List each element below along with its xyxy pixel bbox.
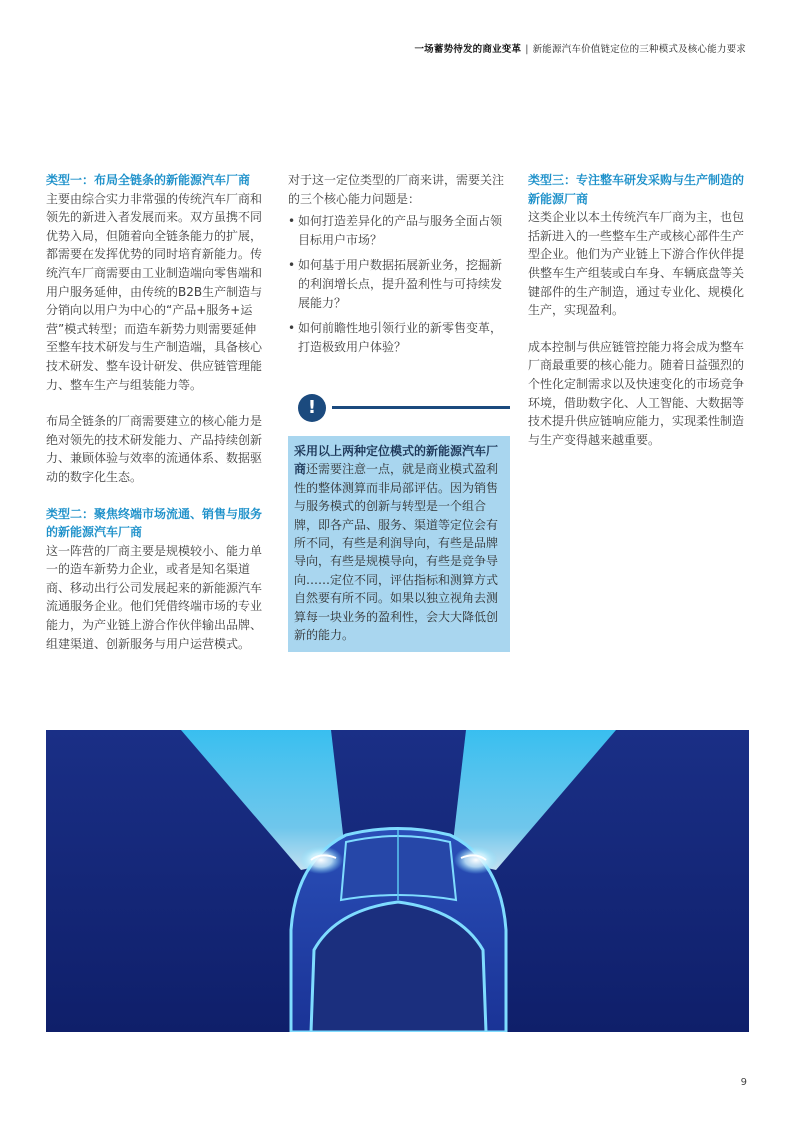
column-3 bbox=[528, 171, 750, 449]
core-questions-list bbox=[288, 212, 510, 356]
left-headlight bbox=[299, 846, 343, 874]
attention-box bbox=[288, 394, 510, 652]
type-one-paragraph-2: 布局全链条的厂商需要建立的核心能力是绝对领先的技术研发能力、产品持续创新力、兼顾体验与效率的流通体系、数据驱动的数字化生态。 bbox=[46, 414, 263, 484]
exclamation-icon: ! bbox=[298, 394, 326, 422]
car-illustration-svg bbox=[46, 730, 749, 1032]
page-header bbox=[414, 41, 746, 55]
alert-divider bbox=[332, 406, 510, 409]
column-2 bbox=[288, 171, 510, 363]
list-item: • 如何前瞻性地引领行业的新零售变革，打造极致用户体验？ bbox=[288, 319, 510, 356]
type-one-paragraph-1: 主要由综合实力非常强的传统汽车厂商和领先的新进入者发展而来。双方虽携不同优势入局，但随着向全链条能力的扩展，都需要在发挥优势的同时培育新能力。传统汽车厂商需要由工业制造端向零售端和用户服务延伸，由传统的B2B生产制造与分销向以用户为中心的“产品+服务+运营”模式转型；而造车新势力则需要延伸至整车技术研发与生产制造端，具备核心技术研发、整车设计研发、供应链管理能力、整车生产与组装能力等。 bbox=[46, 191, 263, 392]
column-1 bbox=[46, 171, 266, 653]
car-headlights-illustration bbox=[46, 730, 749, 1032]
callout-text bbox=[288, 436, 510, 652]
list-item: • 如何基于用户数据拓展新业务，挖掘新的利润增长点，提升盈利性与可持续发展能力？ bbox=[288, 256, 510, 312]
header-subtitle: 新能源汽车价值链定位的三种模式及核心能力要求 bbox=[532, 44, 746, 55]
type-three-heading: 类型三：专注整车研发采购与生产制造的新能源厂商 bbox=[528, 173, 745, 206]
header-title: 一场蓄势待发的商业变革 bbox=[414, 44, 522, 55]
core-questions-intro: 对于这一定位类型的厂商来讲，需要关注的三个核心能力问题是： bbox=[288, 173, 505, 206]
list-item: • 如何打造差异化的产品与服务全面占领目标用户市场？ bbox=[288, 212, 510, 249]
type-three-paragraph-2: 成本控制与供应链管控能力将会成为整车厂商最重要的核心能力。随着日益强烈的个性化定制需求以及快速变化的市场竞争环境，借助数字化、人工智能、大数据等技术提升供应链响应能力，实现柔性制造与生产变得越来越重要。 bbox=[528, 339, 745, 447]
type-one-heading: 类型一：布局全链条的新能源汽车厂商 bbox=[46, 173, 251, 187]
type-two-heading: 类型二：聚焦终端市场流通、销售与服务的新能源汽车厂商 bbox=[46, 506, 263, 540]
page-number: 9 bbox=[740, 1077, 747, 1088]
type-two-paragraph: 这一阵营的厂商主要是规模较小、能力单一的造车新势力企业，或者是知名渠道商、移动出行公司发展起来的新能源汽车流通服务企业。他们凭借终端市场的专业能力，为产业链上游合作伙伴输出品牌、组建渠道、创新服务与用户运营模式。 bbox=[46, 543, 263, 651]
header-separator: | bbox=[525, 44, 529, 55]
callout-bold-lead: 采用以上两种定位模式的新能源汽车厂商 bbox=[294, 444, 499, 477]
callout-body: 还需要注意一点，就是商业模式盈利性的整体测算而非局部评估。因为销售与服务模式的创新与转型是一个组合牌，即各产品、服务、渠道等定位会有所不同，有些是利润导向，有些是品牌导向，有些是规模导向，有些是竞争导向……定位不同，评估指标和测算方式自然要有所不同。如果以独立视角去测算每一块业务的盈利性，会大大降低创新的能力。 bbox=[294, 462, 499, 643]
right-headlight bbox=[454, 846, 498, 874]
type-three-paragraph-1: 这类企业以本土传统汽车厂商为主，也包括新进入的一些整车生产或核心部件生产型企业。他们为产业链上下游合作伙伴提供整车生产组装或白车身、车辆底盘等关键部件的生产制造，通过专业化、规模化生产，实现盈利。 bbox=[528, 210, 745, 318]
